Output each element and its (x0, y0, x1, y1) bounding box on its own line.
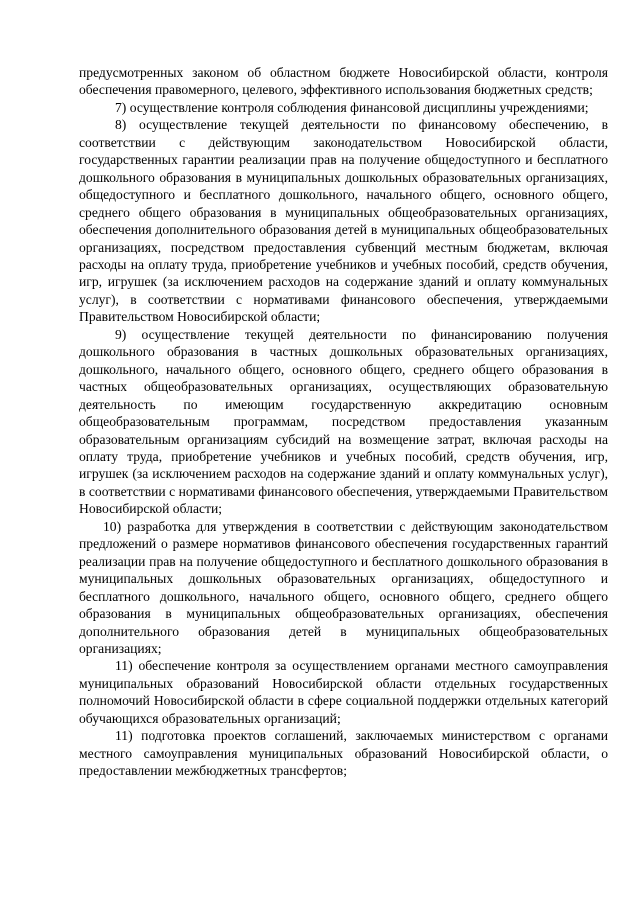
document-page (79, 64, 608, 780)
paragraph-item-9: 9) осуществление текущей деятельности по финансированию получения дошкольного образования в частных дошкольных образовательных организациях, дошкольного, начального общего, основного общего, среднего общего образования в частных общеобразовательных организациях, осуществляющих образовательную деятельность по имеющим государственную аккредитацию основным общеобразовательным программам, посредством предоставления указанным образовательным организациям субсидий на возмещение затрат, включая расходы на оплату труда, приобретение учебников и учебных пособий, средств обучения, игр, игрушек (за исключением расходов на содержание зданий и оплату коммунальных услуг), в соответствии с нормативами финансового обеспечения, утверждаемыми Правительством Новосибирской области; (79, 326, 608, 517)
paragraph-item-10: 10) разработка для утверждения в соответствии с действующим законодательством предложений о размере нормативов финансового обеспечения государственных гарантий реализации прав на получение общедоступного и бесплатного дошкольного образования в муниципальных дошкольных образовательных организациях, общедоступного и бесплатного дошкольного, начального общего, основного общего, среднего общего образования в муниципальных общеобразовательных организациях, обеспечения дополнительного образования детей в муниципальных общеобразовательных организациях; (79, 518, 608, 656)
paragraph-item-7: 7) осуществление контроля соблюдения финансовой дисциплины учреждениями; (115, 99, 589, 115)
paragraph-item-11-agreements: 11) подготовка проектов соглашений, заключаемых министерством с органами местного самоуправления муниципальных образований Новосибирской области, о предоставлении межбюджетных трансфертов; (79, 728, 608, 779)
paragraph-item-11-control: 11) обеспечение контроля за осуществлением органами местного самоуправления муниципальных образований Новосибирской области отдельных государственных полномочий Новосибирской области в сфере социальной поддержки отдельных категорий обучающихся образовательных организаций; (79, 658, 608, 726)
paragraph-continuation: предусмотренных законом об областном бюджете Новосибирской области, контроля обеспечения правомерного, целевого, эффективного использования бюджетных средств; (79, 65, 608, 98)
paragraph-item-8: 8) осуществление текущей деятельности по финансовому обеспечению, в соответствии с действующим законодательством Новосибирской области, государственных гарантии реализации прав на получение общедоступного и бесплатного дошкольного образования в муниципальных дошкольных образовательных организациях, общедоступного и бесплатного дошкольного, начального общего, основного общего, среднего общего образования в муниципальных общеобразовательных организациях, обеспечения дополнительного образования детей в муниципальных общеобразовательных организациях, посредством предоставления субвенций местным бюджетам, включая расходы на оплату труда, приобретение учебников и учебных пособий, средств обучения, игр, игрушек (за исключением расходов на содержание зданий и оплату коммунальных услуг), в соответствии с нормативами финансового обеспечения, утверждаемыми Правительством Новосибирской области; (79, 117, 608, 325)
